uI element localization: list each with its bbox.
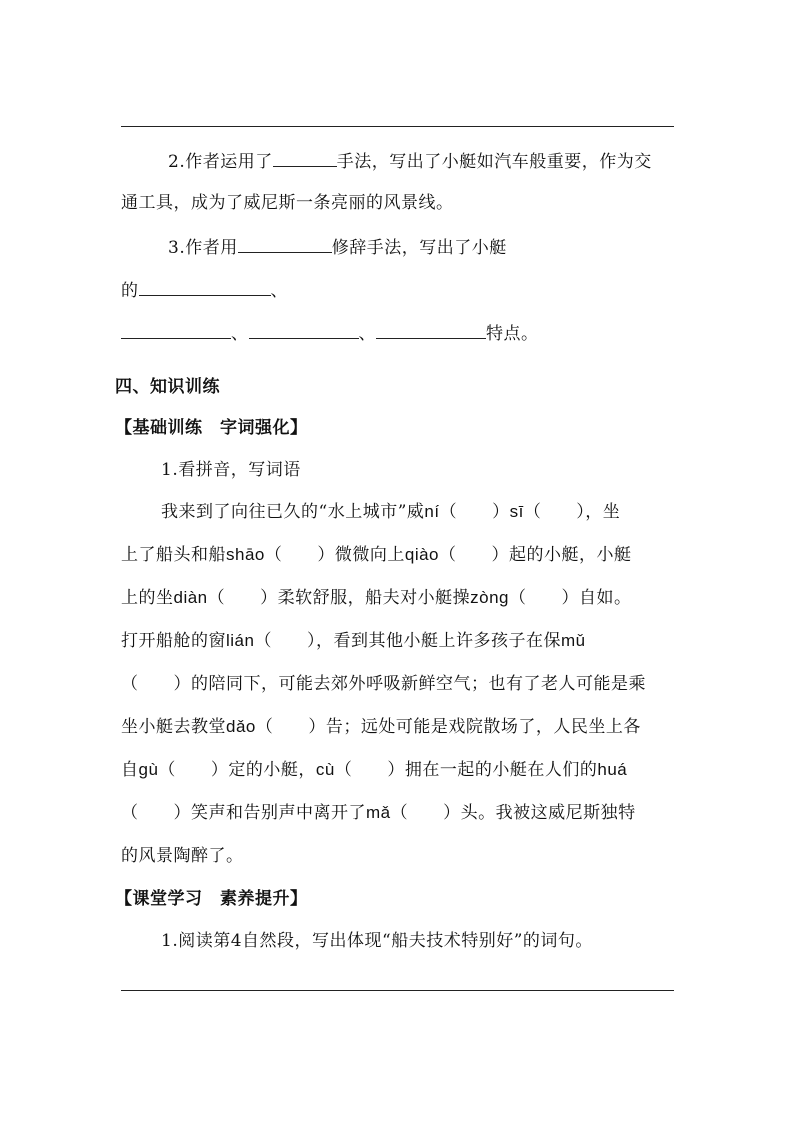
pinyin-ni: ní [424,502,440,521]
pinyin-hua: huá [597,760,628,779]
passage-text: （ ）头。我被这威尼斯独特 [390,803,636,823]
pinyin-zong: zòng [470,588,510,607]
answer-paren-qiao[interactable]: （ ）起的小艇，小艇 [439,545,632,565]
passage-text: 上了船头和船 [121,545,226,565]
answer-paren-dao[interactable]: （ ）告；远处可能是戏院散场了，人民坐上各 [255,717,641,737]
passage-text: （ ）的陪同下，可能去郊外呼吸新鲜空气；也有了老人可能是乘 [121,674,646,694]
passage-text: 上的坐 [121,588,174,608]
passage-line-4 [121,631,681,651]
pinyin-dao: dǎo [226,717,256,736]
question-3-de: 的 [121,281,139,301]
answer-line-top [121,126,674,127]
answer-paren-dian[interactable]: （ ）柔软舒服，船夫对小艇操 [207,588,471,608]
passage-text: （ ），看到其他小艇上许多孩子在保 [254,631,561,651]
passage-text: 打开船舱的窗 [121,631,226,651]
pinyin-qiao: qiào [404,545,440,564]
passage-line-1 [161,502,674,522]
question-3-blank-2[interactable] [121,322,231,339]
answer-paren-si[interactable]: （ ），坐 [523,502,621,522]
passage-line-9 [121,846,681,866]
question-3-line-3 [121,322,681,344]
question-3-blank-1[interactable] [139,279,271,296]
passage-text: 坐小艇去教堂 [121,717,226,737]
classroom-heading: 【课堂学习 素养提升】 [115,889,308,909]
passage-text: 的风景陶醉了。 [121,846,244,866]
answer-paren-gu[interactable]: （ ）定的小艇， [158,760,316,780]
question-2-line-1 [168,150,728,172]
task-1-instruction: 1.看拼音，写词语 [161,460,301,480]
pinyin-cu: cù [315,760,335,779]
question-3-blank-4[interactable] [376,322,486,339]
passage-line-3 [121,588,681,608]
answer-paren-zong[interactable]: （ ）自如。 [509,588,632,608]
answer-paren-shao[interactable]: （ ）微微向上 [264,545,405,565]
question-3-comma-1: 、 [270,281,288,301]
question-3-suffix: 修辞手法，写出了小艇 [331,238,507,258]
passage-text: 我来到了向往已久的“水上城市”威 [161,502,425,522]
pinyin-shao: shāo [226,545,265,564]
question-3-end: 特点。 [486,324,539,344]
answer-paren-cu[interactable]: （ ）拥在一起的小艇在人们的 [334,760,598,780]
question-2-line-2: 通工具，成为了威尼斯一条亮丽的风景线。 [121,193,454,213]
section-4-title: 四、知识训练 [115,377,220,397]
pinyin-dian: diàn [173,588,208,607]
question-2-suffix: 手法，写出了小艇如汽车般重要，作为交 [336,152,652,172]
question-3-comma-3: 、 [358,324,376,344]
question-3-prefix: 3.作者用 [168,238,238,258]
answer-line-bottom[interactable] [121,990,674,991]
passage-line-7 [121,760,681,780]
passage-text: （ ）笑声和告别声中离开了 [121,803,366,823]
question-3-blank-3[interactable] [249,322,359,339]
passage-line-6 [121,717,681,737]
passage-line-2 [121,545,681,565]
basic-training-heading: 【基础训练 字词强化】 [115,418,308,438]
question-3-comma-2: 、 [231,324,249,344]
pinyin-mu: mǔ [560,631,586,650]
passage-text: 自 [121,760,139,780]
question-2-blank[interactable] [273,150,337,167]
pinyin-gu: gù [138,760,159,779]
question-3-line-2 [121,279,681,301]
passage-line-8 [121,803,681,823]
question-3-blank-rhetoric[interactable] [238,236,332,253]
pinyin-si: sī [509,502,524,521]
passage-line-5 [121,674,681,694]
question-2-prefix: 2.作者运用了 [168,152,273,172]
classroom-task-1: 1.阅读第4自然段，写出体现“船夫技术特别好”的词句。 [161,931,593,951]
question-3-line-1 [168,236,728,258]
pinyin-ma: mǎ [366,803,391,822]
answer-paren-ni[interactable]: （ ） [439,502,510,522]
pinyin-lian: lián [226,631,255,650]
